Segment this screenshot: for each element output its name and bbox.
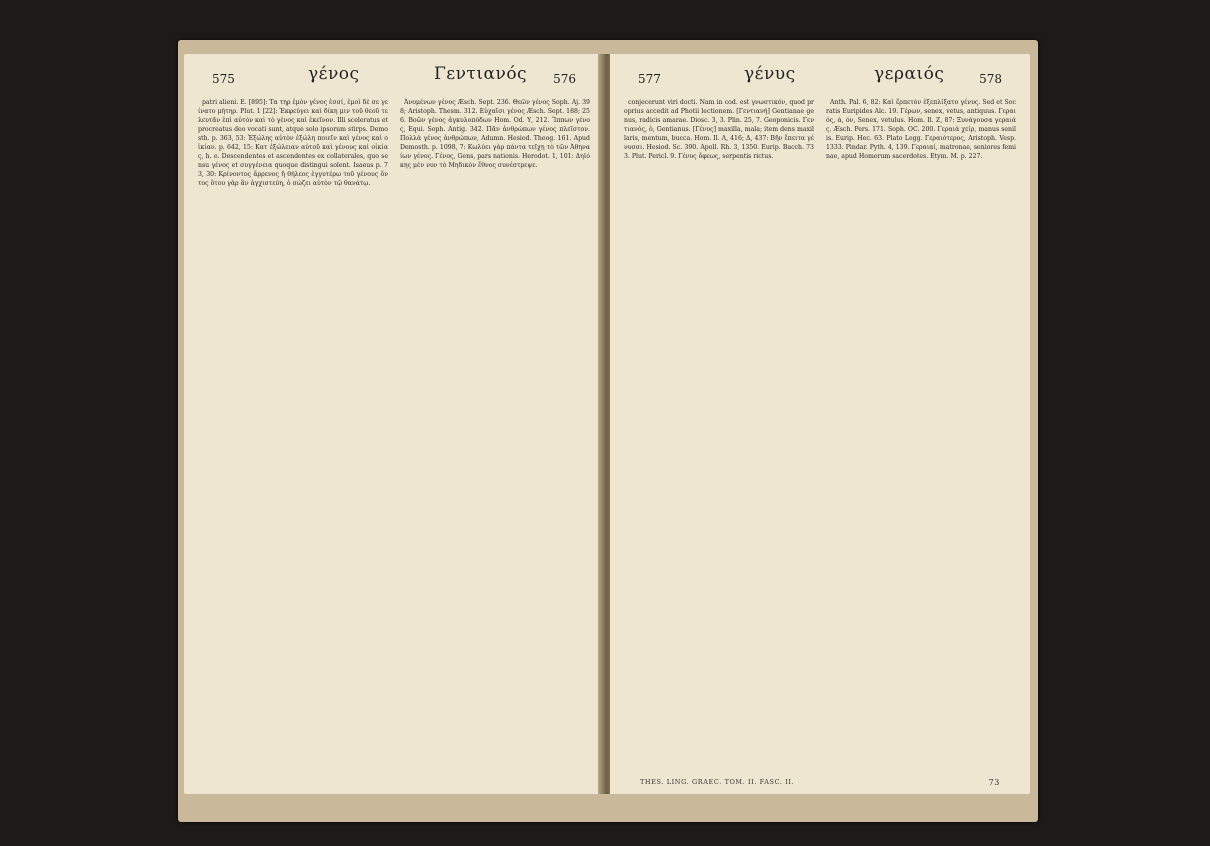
left-page (184, 54, 604, 794)
column-text: conjecerunt viri docti. Nam in cod. est γνωστικόν, quod proprius accedit ad Photii lectionem. [Γεντιανή] Gentianae genus, radicis amarae. Diosc. 3, 3. Plin. 25, 7. Geoponicis. Γεντιανὸς, ὁ, Gentianus. [Γένυς] maxilla, mala; item dens maxillaris, mentum, bucca. Hom. Il. Λ, 416; Δ, 437: Βῆν ἔπειτα γένυσσι. Hesiod. Sc. 390. Apoll. Rh. 3, 1350. Eurip. Bacch. 733. Plut. Pericl. 9. Γένυς ὄφεως, serpentis rictus. (624, 99, 814, 161)
open-book (178, 40, 1038, 822)
header-word: γένος (308, 64, 360, 84)
right-page (610, 54, 1030, 794)
header-word: γένυς (744, 64, 796, 84)
footer-text: THES. LING. GRAEC. TOM. II. FASC. II. (640, 778, 795, 786)
header-center: Γεντιανός (434, 64, 528, 84)
header-center: γεραιός (874, 64, 945, 84)
column-text: Ἀνομένων γένος Æsch. Sept. 236. Θεῶν γένος Soph. Aj. 398; Aristoph. Thesm. 312. Εὐχαῖσι γένος Æsch. Sept. 188; 256. Βοῶν γένος ἀγκυλοπόδων Hom. Od. Υ, 212. Ἵππων γένος, Equi. Soph. Antig. 342. Πᾶν ἀνθρώπων γένος πλεῖστον. Πολλὰ γένος ἀνθρώπων, Adumn. Hesiod. Theog. 161. Apud Demosth. p. 1098, 7: Κωλύει γὰρ πάντα τεῖχη τὸ τῶν Ἀθηναίων γένος. Γένος, Gens, pars nationis. Herodot. 1, 101: Δηϊόκης μὲν νυν τὸ Μηδικὸν ἔθνος συνέστρεψε. (400, 99, 590, 170)
text-column (198, 98, 388, 770)
right-page-header (624, 64, 1016, 90)
page-footer (640, 778, 1000, 786)
column-text: patri alieni. E. [895]: Τα τηρ ἐμὸν γένος ἐσσί, ἐμοὶ δὲ σε γείνατο μήτηρ. Plut. 1 [22]: Ἐκφεύγει καὶ δίκη μιν τοῦ θεοῦ τελευτᾶν ἐπὶ αὐτὸν καὶ τὸ γένος καὶ ἐκεῖνον. Illi sceleratus et procreatus deo vocati sunt, atque solo ipsorum stirps. Demosth. p. 363, 53: Ἐξώλης αὐτὸν ἐξώλη ποιεῖν καὶ γένος καὶ οἰκίαν. p. 642, 15: Κατ ἐξώλειαν αὐτοῦ καὶ γένους καὶ οἰκίας, h. e. Descendentes et ascendentes ex collaterales, quo sensu γένος et συγγένεια quoque distingui solent. Isaeus p. 73, 30: Κρίνοντος ἄρρενος ἢ θήλεος ἐγγυτέρω τοῦ γένους ὄντος ὅτου γὰρ ἂν ἀγχιστεύη, ὁ σώζει αὐτὸν τῷ θανάτῳ. (198, 99, 388, 188)
left-page-header (198, 64, 590, 90)
text-column (826, 98, 1016, 770)
text-column (624, 98, 814, 770)
page-number: 576 (553, 72, 576, 86)
column-text: Anth. Pal. 6, 82: Καὶ ἕρπετὸν ἐξεπλίξατο γένυς. Sed et Socratis Euripides Alc. 19. Γέρων, senex, vetus, antiquus. Γεραιός, ά, όν, Senex, vetulus. Hom. Il. Ζ, 87: Ξυνάγουσα γεραιάς. Æsch. Pers. 171. Soph. OC. 200. Γεραιὰ χείρ, manus senilis. Eurip. Hec. 63. Plato Legg. Γεραιότερος, Aristoph. Vesp. 1333. Pindar. Pyth. 4, 139. Γεραιαί, matronae, seniores feminae, apud Homerum sacerdotes. Etym. M. p. 227. (826, 99, 1016, 161)
page-number: 578 (979, 72, 1002, 86)
signature-mark: 73 (988, 778, 1000, 787)
page-number: 577 (638, 72, 661, 86)
text-column (400, 98, 590, 770)
page-number: 575 (212, 72, 235, 86)
